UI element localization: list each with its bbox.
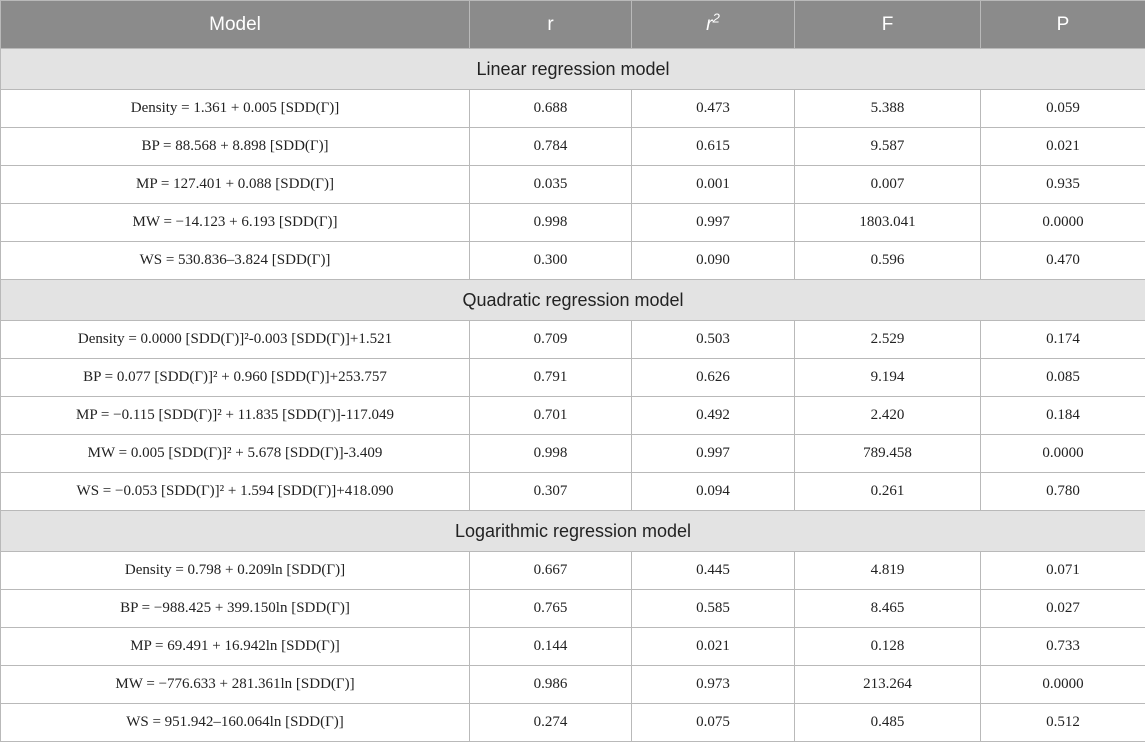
table-row xyxy=(1,242,1145,280)
model-cell: MW = −14.123 + 6.193 [SDD(Γ)] xyxy=(1,204,470,242)
r-squared-cell: 0.021 xyxy=(632,628,795,666)
table-row xyxy=(1,473,1145,511)
section-title: Quadratic regression model xyxy=(1,280,1145,321)
p-cell: 0.780 xyxy=(981,473,1145,511)
r-cell: 0.998 xyxy=(470,435,632,473)
f-cell: 2.529 xyxy=(795,321,981,359)
r-squared-cell: 0.090 xyxy=(632,242,795,280)
model-cell: MW = −776.633 + 281.361ln [SDD(Γ)] xyxy=(1,666,470,704)
r-cell: 0.986 xyxy=(470,666,632,704)
r-squared-cell: 0.075 xyxy=(632,704,795,742)
table-row xyxy=(1,704,1145,742)
table-row xyxy=(1,590,1145,628)
f-cell: 5.388 xyxy=(795,90,981,128)
r-squared-cell: 0.094 xyxy=(632,473,795,511)
f-cell: 1803.041 xyxy=(795,204,981,242)
section-row xyxy=(1,511,1145,552)
table-row xyxy=(1,204,1145,242)
f-cell: 0.261 xyxy=(795,473,981,511)
table-row xyxy=(1,166,1145,204)
r-squared-cell: 0.001 xyxy=(632,166,795,204)
p-cell: 0.935 xyxy=(981,166,1145,204)
header-model: Model xyxy=(1,1,470,49)
table-row xyxy=(1,90,1145,128)
p-cell: 0.085 xyxy=(981,359,1145,397)
section-title: Linear regression model xyxy=(1,49,1145,90)
r-cell: 0.709 xyxy=(470,321,632,359)
r-cell: 0.784 xyxy=(470,128,632,166)
r-squared-cell: 0.997 xyxy=(632,435,795,473)
f-cell: 0.128 xyxy=(795,628,981,666)
r-cell: 0.274 xyxy=(470,704,632,742)
table-row xyxy=(1,359,1145,397)
f-cell: 8.465 xyxy=(795,590,981,628)
header-r: r xyxy=(470,1,632,49)
header-p: P xyxy=(981,1,1145,49)
table-row xyxy=(1,435,1145,473)
model-cell: MP = −0.115 [SDD(Γ)]² + 11.835 [SDD(Γ)]-117.049 xyxy=(1,397,470,435)
r-cell: 0.688 xyxy=(470,90,632,128)
model-cell: MP = 69.491 + 16.942ln [SDD(Γ)] xyxy=(1,628,470,666)
f-cell: 789.458 xyxy=(795,435,981,473)
model-cell: Density = 1.361 + 0.005 [SDD(Γ)] xyxy=(1,90,470,128)
section-row xyxy=(1,49,1145,90)
p-cell: 0.174 xyxy=(981,321,1145,359)
r-cell: 0.667 xyxy=(470,552,632,590)
table-row xyxy=(1,628,1145,666)
r-squared-cell: 0.626 xyxy=(632,359,795,397)
r-cell: 0.791 xyxy=(470,359,632,397)
r-cell: 0.300 xyxy=(470,242,632,280)
p-cell: 0.071 xyxy=(981,552,1145,590)
r-cell: 0.144 xyxy=(470,628,632,666)
r-squared-cell: 0.997 xyxy=(632,204,795,242)
p-cell: 0.0000 xyxy=(981,204,1145,242)
r-squared-cell: 0.473 xyxy=(632,90,795,128)
model-cell: WS = 951.942–160.064ln [SDD(Γ)] xyxy=(1,704,470,742)
p-cell: 0.0000 xyxy=(981,435,1145,473)
p-cell: 0.0000 xyxy=(981,666,1145,704)
r-squared-cell: 0.615 xyxy=(632,128,795,166)
p-cell: 0.733 xyxy=(981,628,1145,666)
f-cell: 2.420 xyxy=(795,397,981,435)
p-cell: 0.512 xyxy=(981,704,1145,742)
table-row xyxy=(1,666,1145,704)
f-cell: 0.596 xyxy=(795,242,981,280)
model-cell: Density = 0.0000 [SDD(Γ)]²-0.003 [SDD(Γ)]+1.521 xyxy=(1,321,470,359)
r-cell: 0.998 xyxy=(470,204,632,242)
model-cell: MP = 127.401 + 0.088 [SDD(Γ)] xyxy=(1,166,470,204)
model-cell: Density = 0.798 + 0.209ln [SDD(Γ)] xyxy=(1,552,470,590)
header-r-squared xyxy=(632,1,795,49)
f-cell: 0.485 xyxy=(795,704,981,742)
header-r-squared-exponent: 2 xyxy=(712,10,720,26)
model-cell: MW = 0.005 [SDD(Γ)]² + 5.678 [SDD(Γ)]-3.409 xyxy=(1,435,470,473)
r-cell: 0.765 xyxy=(470,590,632,628)
p-cell: 0.184 xyxy=(981,397,1145,435)
model-cell: BP = −988.425 + 399.150ln [SDD(Γ)] xyxy=(1,590,470,628)
section-row xyxy=(1,280,1145,321)
r-cell: 0.701 xyxy=(470,397,632,435)
table-row xyxy=(1,128,1145,166)
p-cell: 0.021 xyxy=(981,128,1145,166)
r-squared-cell: 0.503 xyxy=(632,321,795,359)
f-cell: 213.264 xyxy=(795,666,981,704)
table-row xyxy=(1,552,1145,590)
f-cell: 0.007 xyxy=(795,166,981,204)
p-cell: 0.027 xyxy=(981,590,1145,628)
r-cell: 0.035 xyxy=(470,166,632,204)
model-cell: WS = −0.053 [SDD(Γ)]² + 1.594 [SDD(Γ)]+418.090 xyxy=(1,473,470,511)
table-row xyxy=(1,397,1145,435)
r-cell: 0.307 xyxy=(470,473,632,511)
model-cell: WS = 530.836–3.824 [SDD(Γ)] xyxy=(1,242,470,280)
header-row xyxy=(1,1,1145,49)
model-cell: BP = 88.568 + 8.898 [SDD(Γ)] xyxy=(1,128,470,166)
f-cell: 4.819 xyxy=(795,552,981,590)
section-title: Logarithmic regression model xyxy=(1,511,1145,552)
table-header xyxy=(1,1,1145,49)
p-cell: 0.470 xyxy=(981,242,1145,280)
table-row xyxy=(1,321,1145,359)
table-body xyxy=(1,49,1145,742)
r-squared-cell: 0.973 xyxy=(632,666,795,704)
f-cell: 9.194 xyxy=(795,359,981,397)
f-cell: 9.587 xyxy=(795,128,981,166)
r-squared-cell: 0.445 xyxy=(632,552,795,590)
header-f: F xyxy=(795,1,981,49)
model-cell: BP = 0.077 [SDD(Γ)]² + 0.960 [SDD(Γ)]+253.757 xyxy=(1,359,470,397)
header-r-squared-base: r xyxy=(706,13,713,35)
r-squared-cell: 0.585 xyxy=(632,590,795,628)
r-squared-cell: 0.492 xyxy=(632,397,795,435)
p-cell: 0.059 xyxy=(981,90,1145,128)
